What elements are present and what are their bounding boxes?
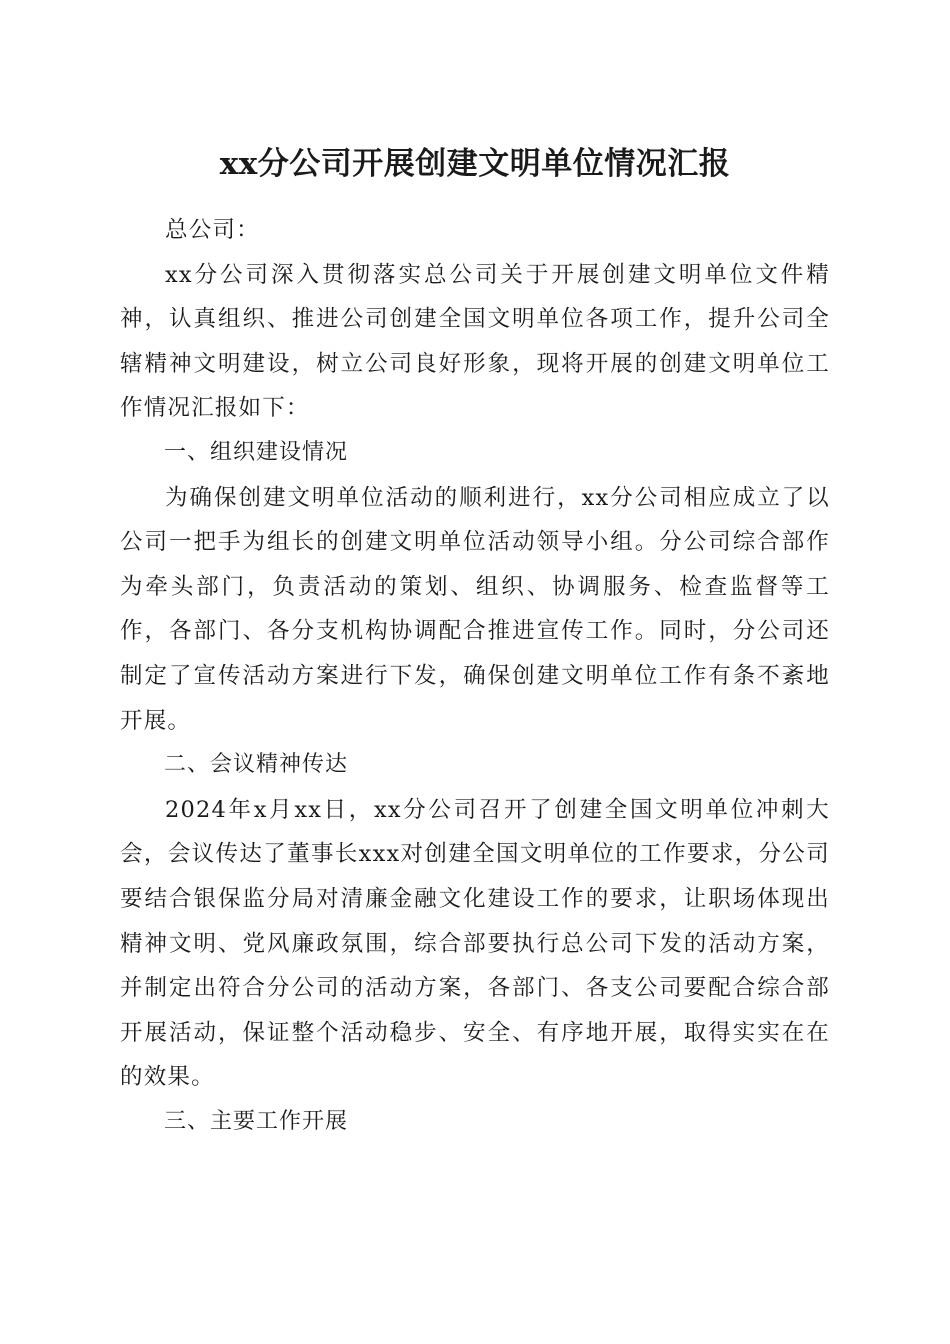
- section-heading-organization: 一、组织建设情况: [164, 439, 349, 465]
- section-paragraph-organization: 为确保创建文明单位活动的顺利进行，xx分公司相应成立了以公司一把手为组长的创建文明单位活动领导小组。分公司综合部作为牵头部门，负责活动的策划、组织、协调服务、检查监督等工作，各部门、各分支机构协调配合推进宣传工作。同时，分公司还制定了宣传活动方案进行下发，确保创建文明单位工作有条不紊地开展。: [120, 484, 830, 734]
- document-body: [120, 208, 830, 1144]
- salutation: 总公司：: [165, 217, 260, 243]
- section-paragraph-meeting: 2024年x月xx日，xx分公司召开了创建全国文明单位冲刺大会，会议传达了董事长xxx对创建全国文明单位的工作要求，分公司要结合银保监分局对清廉金融文化建设工作的要求，让职场体现出精神文明、党风廉政氛围，综合部要执行总公司下发的活动方案，并制定出符合分公司的活动方案，各部门、各支公司要配合综合部开展活动，保证整个活动稳步、安全、有序地开展，取得实实在在的效果。: [120, 796, 830, 1091]
- document-title: xx分公司开展创建文明单位情况汇报: [219, 146, 731, 182]
- intro-paragraph: xx分公司深入贯彻落实总公司关于开展创建文明单位文件精神，认真组织、推进公司创建全国文明单位各项工作，提升公司全辖精神文明建设，树立公司良好形象，现将开展的创建文明单位工作情况汇报如下：: [120, 261, 830, 422]
- section-heading-main-work: 三、主要工作开展: [164, 1108, 349, 1134]
- section-heading-meeting: 二、会议精神传达: [164, 752, 349, 778]
